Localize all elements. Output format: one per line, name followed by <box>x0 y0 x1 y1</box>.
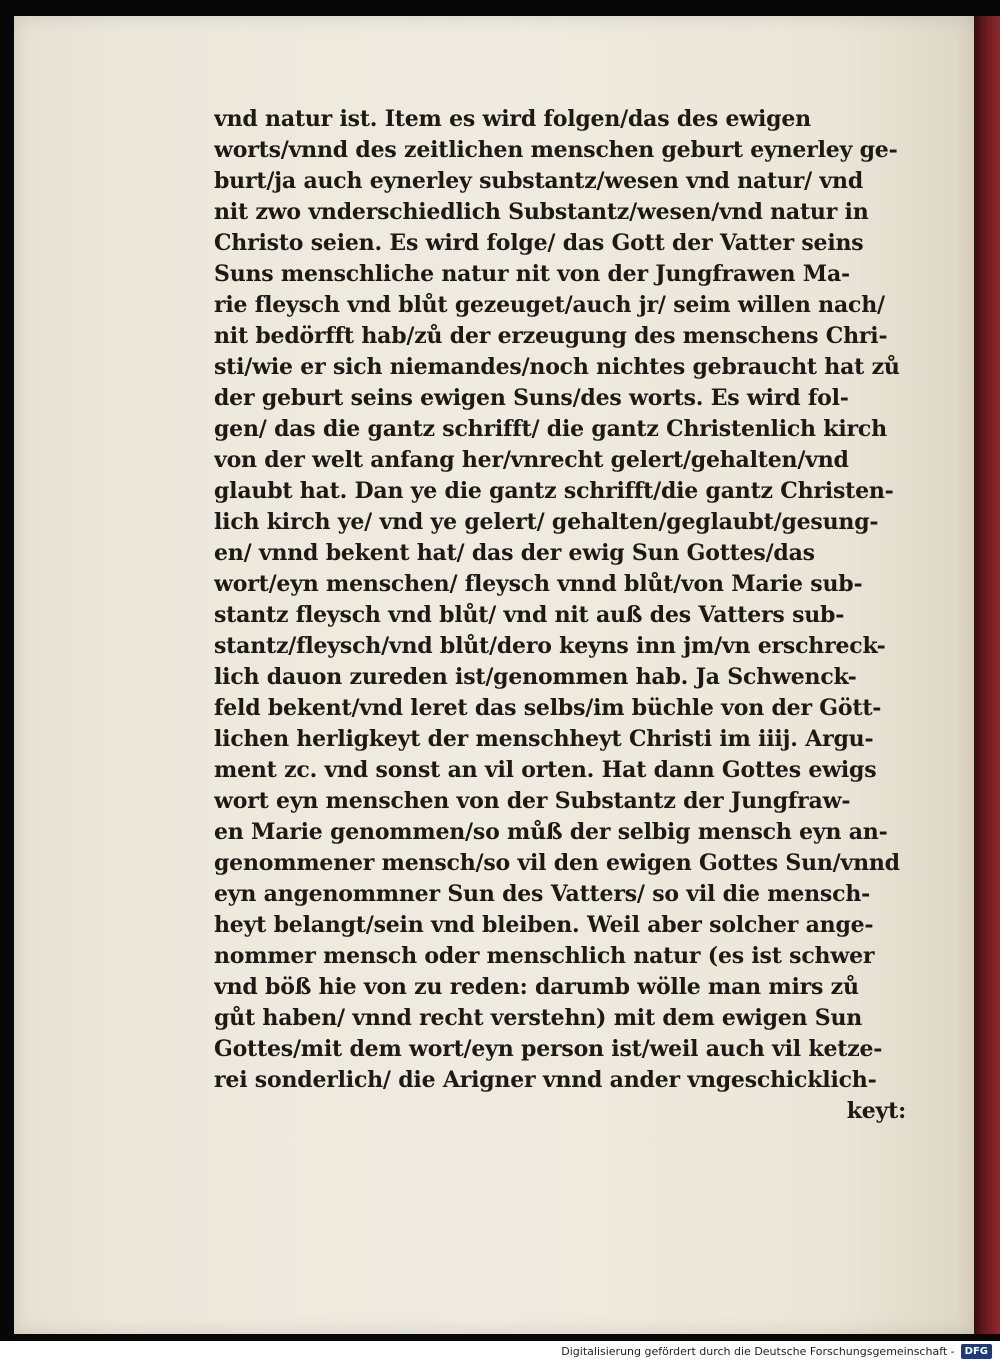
text-line: rei sonderlich/ die Arigner vnnd ander vngeschicklich- <box>214 1067 877 1093</box>
text-line: lich dauon zureden ist/genommen hab. Ja Schwenck- <box>214 664 857 690</box>
text-line: rie fleysch vnd blůt gezeuget/auch jr/ seim willen nach/ <box>214 292 885 318</box>
text-line: nit bedörfft hab/zů der erzeugung des menschens Chri- <box>214 323 888 349</box>
text-line: vnd natur ist. Item es wird folgen/das des ewigen <box>214 106 811 132</box>
text-line: wort eyn menschen von der Substantz der Jungfraw- <box>214 788 851 814</box>
text-line: glaubt hat. Dan ye die gantz schrifft/die gantz Christen- <box>214 478 894 504</box>
text-line: feld bekent/vnd leret das selbs/im büchle von der Gött- <box>214 695 882 721</box>
text-line: gůt haben/ vnnd recht verstehn) mit dem ewigen Sun <box>214 1005 863 1031</box>
text-line: gen/ das die gantz schrifft/ die gantz Christenlich kirch <box>214 416 887 442</box>
dfg-logo: DFG <box>961 1344 992 1359</box>
text-line: von der welt anfang her/vnrecht gelert/gehalten/vnd <box>214 447 849 473</box>
text-line: en Marie genommen/so můß der selbig mensch eyn an- <box>214 819 888 845</box>
text-line: Suns menschliche natur nit von der Jungfrawen Ma- <box>214 261 850 287</box>
text-line: lichen herligkeyt der menschheyt Christi im iiij. Argu- <box>214 726 874 752</box>
text-line: Gottes/mit dem wort/eyn person ist/weil auch vil ketze- <box>214 1036 883 1062</box>
text-line: heyt belangt/sein vnd bleiben. Weil aber solcher ange- <box>214 912 874 938</box>
text-line: lich kirch ye/ vnd ye gelert/ gehalten/geglaubt/gesung- <box>214 509 879 535</box>
text-line: worts/vnnd des zeitlichen menschen geburt eynerley ge- <box>214 137 898 163</box>
text-line: stantz fleysch vnd blůt/ vnd nit auß des Vatters sub- <box>214 602 845 628</box>
text-line: vnd böß hie von zu reden: darumb wölle man mirs zů <box>214 974 859 1000</box>
text-line: ment zc. vnd sonst an vil orten. Hat dann Gottes ewigs <box>214 757 877 783</box>
text-line: wort/eyn menschen/ fleysch vnnd blůt/von Marie sub- <box>214 571 863 597</box>
text-line: eyn angenommner Sun des Vatters/ so vil die mensch- <box>214 881 871 907</box>
text-line: nit zwo vnderschiedlich Substantz/wesen/vnd natur in <box>214 199 869 225</box>
text-line: genommener mensch/so vil den ewigen Gottes Sun/vnnd <box>214 850 900 876</box>
text-line: en/ vnnd bekent hat/ das der ewig Sun Gottes/das <box>214 540 815 566</box>
text-line: sti/wie er sich niemandes/noch nichtes gebraucht hat zů <box>214 354 900 380</box>
text-line: burt/ja auch eynerley substantz/wesen vnd natur/ vnd <box>214 168 863 194</box>
text-line: stantz/fleysch/vnd blůt/dero keyns inn jm/vn erschreck- <box>214 633 886 659</box>
digitization-footer <box>0 1341 1000 1362</box>
catchword-line: keyt: <box>846 1098 906 1124</box>
text-line: Christo seien. Es wird folge/ das Gott der Vatter seins <box>214 230 864 256</box>
text-line: nommer mensch oder menschlich natur (es ist schwer <box>214 943 875 969</box>
text-line: der geburt seins ewigen Suns/des worts. Es wird fol- <box>214 385 849 411</box>
page-text-block <box>214 104 914 1127</box>
funding-credit: Digitalisierung gefördert durch die Deutsche Forschungsgemeinschaft - <box>561 1345 955 1358</box>
book-edge <box>974 16 1000 1334</box>
